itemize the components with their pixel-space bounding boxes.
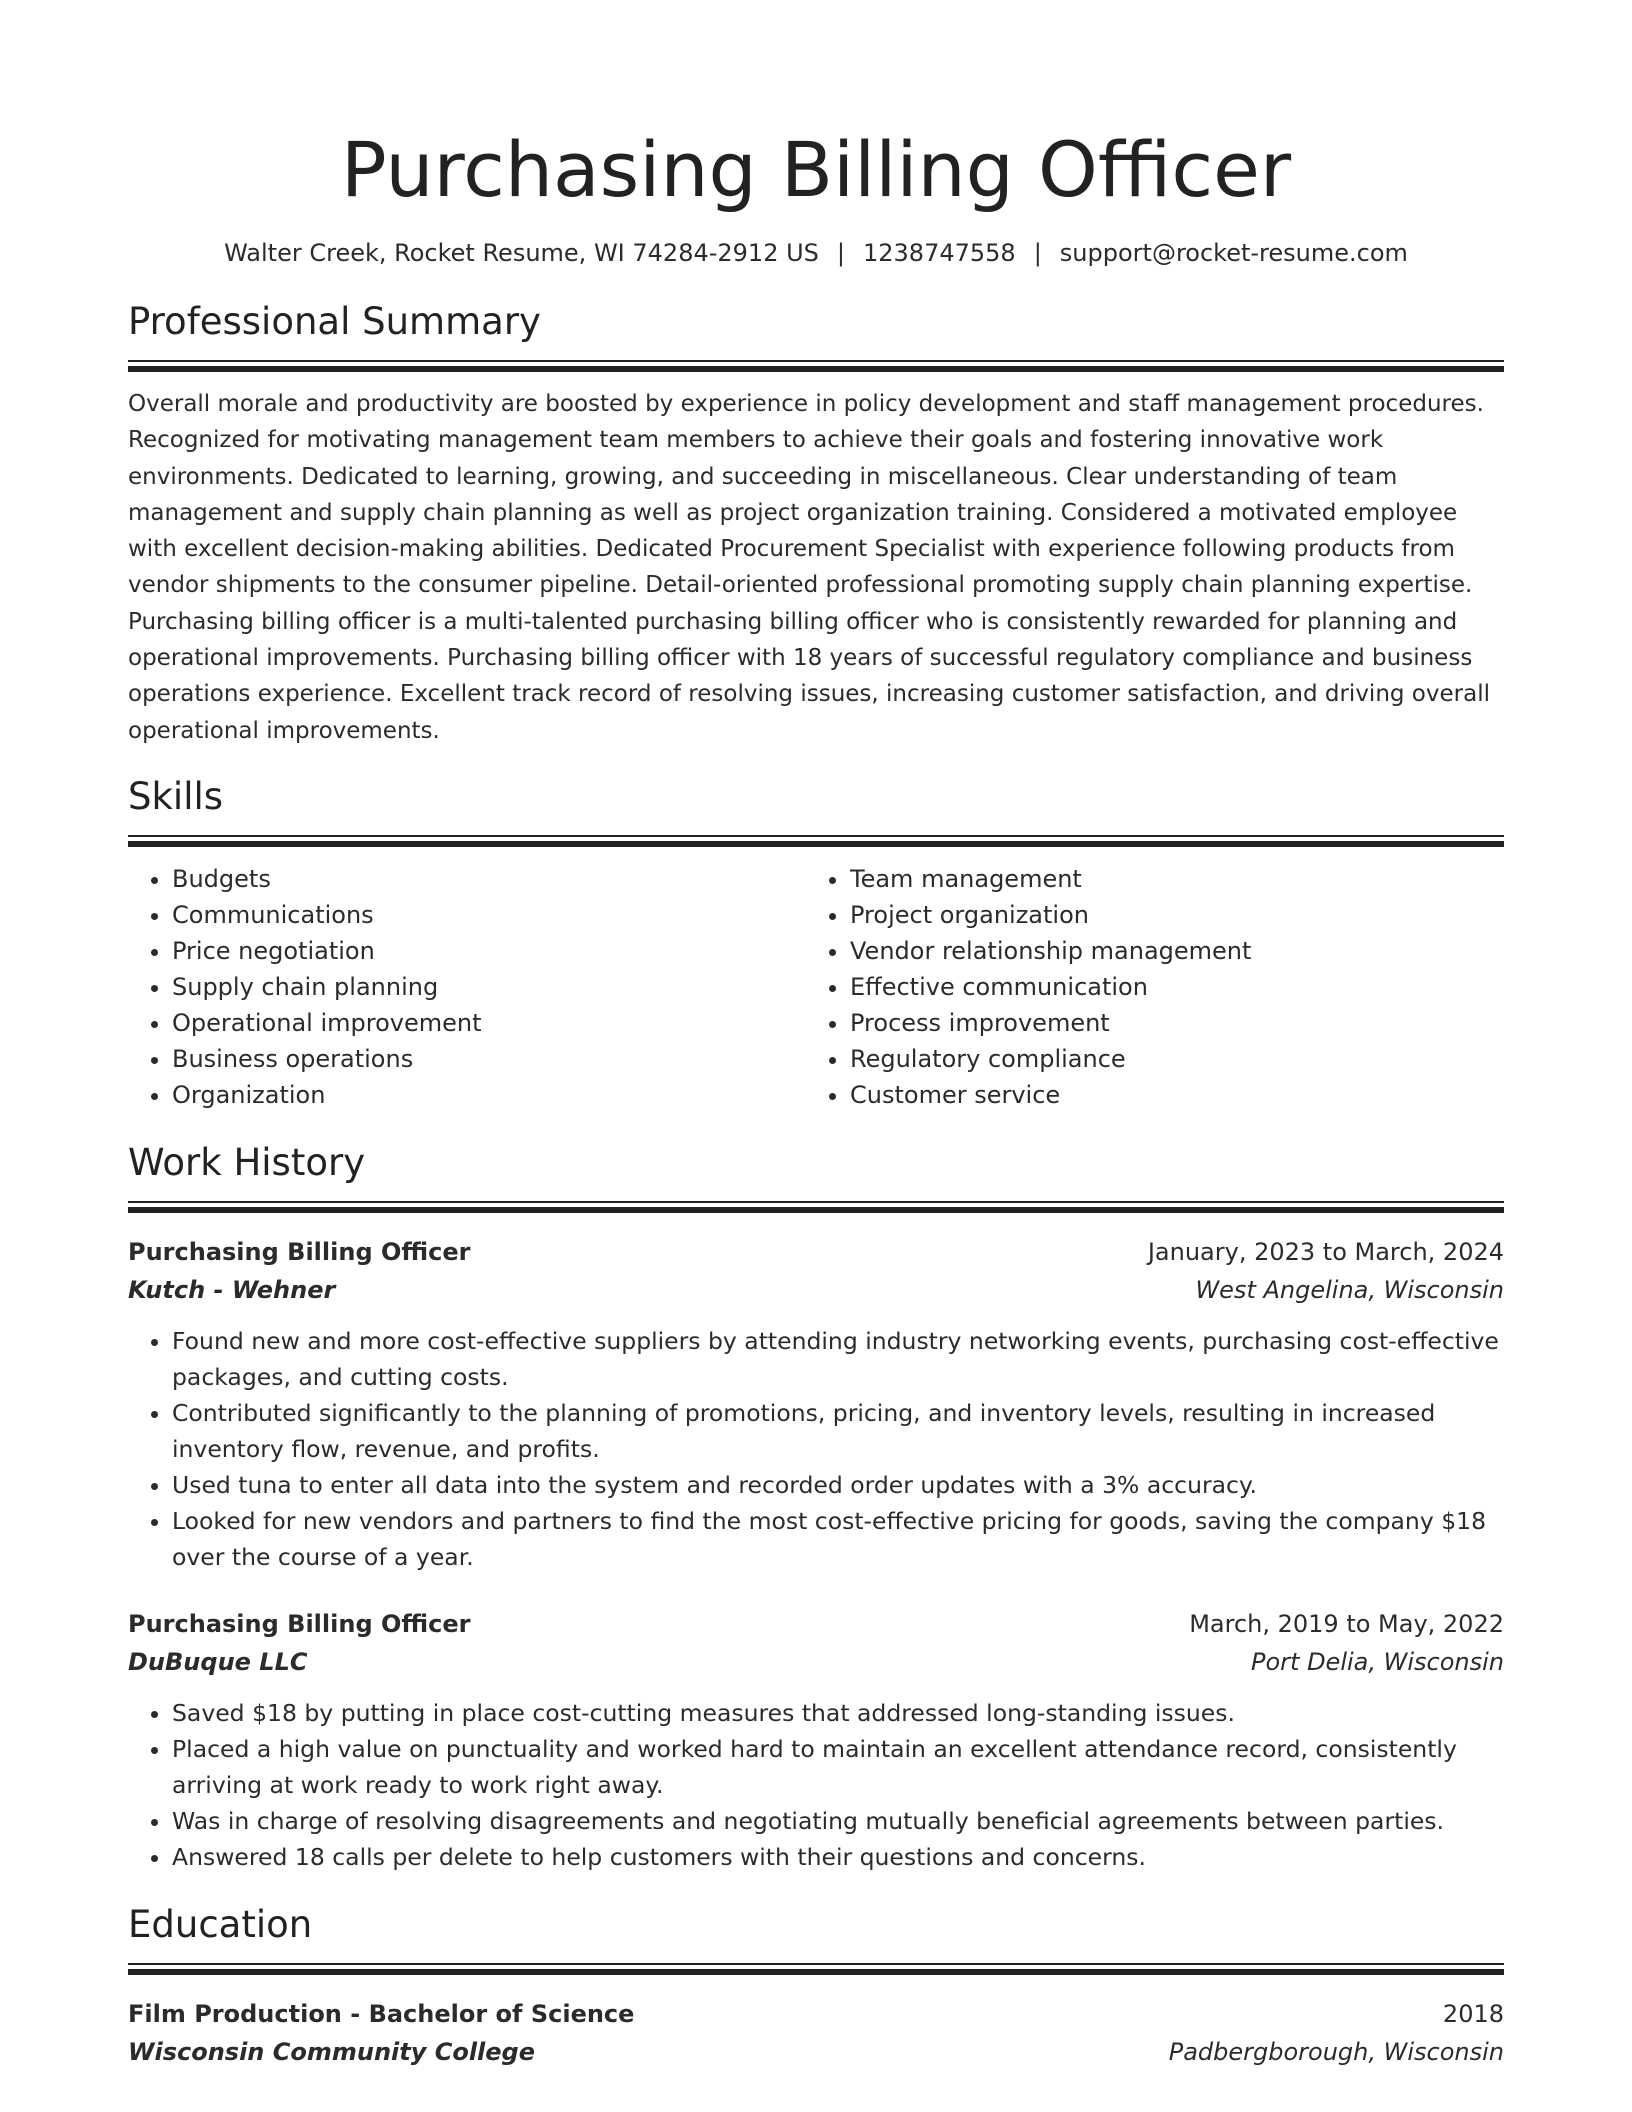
job-bullet: • Answered 18 calls per delete to help customers with their questions and concerns.: [172, 1839, 1504, 1875]
skill-item: • Operational improvement: [172, 1005, 806, 1041]
contact-separator: |: [836, 239, 845, 267]
skill-item: • Customer service: [850, 1077, 1484, 1113]
education-heading: Education: [128, 1902, 313, 1946]
job-entry: [128, 1233, 1504, 1575]
summary-text: Overall morale and productivity are boosted by experience in policy development and staff management procedures. Recognized for motivating management team members to achieve their goals and fostering innovative work environments. Dedicated to learning, growing, and succeeding in miscellaneous. Clear understanding of team management and supply chain planning as well as project organization training. Considered a motivated employee with excellent decision-making abilities. Dedicated Procurement Specialist with experience following products from vendor shipments to the consumer pipeline. Detail-oriented professional promoting supply chain planning expertise. Purchasing billing officer is a multi-talented purchasing billing officer who is consistently rewarded for planning and operational improvements. Purchasing billing officer with 18 years of successful regulatory compliance and business operations experience. Excellent track record of resolving issues, increasing customer satisfaction, and driving overall operational improvements.: [128, 391, 1490, 744]
education-section: [128, 1903, 1504, 2071]
contact-line: [128, 236, 1504, 270]
skills-columns: [128, 861, 1504, 1113]
skill-item: • Regulatory compliance: [850, 1041, 1484, 1077]
job-title: Purchasing Billing Officer: [128, 1609, 471, 1638]
contact-address: Walter Creek, Rocket Resume, WI 74284-2912 US: [224, 239, 819, 267]
job-bullets: [128, 1323, 1504, 1575]
skills-heading: Skills: [128, 774, 224, 818]
skills-list-left: [128, 861, 806, 1113]
job-location: West Angelina, Wisconsin: [1195, 1275, 1504, 1304]
job-entry: [128, 1605, 1504, 1875]
contact-email: support@rocket-resume.com: [1059, 239, 1408, 267]
summary-heading: Professional Summary: [128, 300, 541, 343]
skill-item: • Supply chain planning: [172, 969, 806, 1005]
skill-item: • Vendor relationship management: [850, 933, 1484, 969]
skill-item: • Team management: [850, 861, 1484, 897]
skills-section: [128, 775, 1504, 1113]
section-divider: [128, 1201, 1504, 1213]
skill-item: • Project organization: [850, 897, 1484, 933]
job-company: DuBuque LLC: [128, 1647, 308, 1676]
job-location: Port Delia, Wisconsin: [1251, 1647, 1504, 1676]
job-bullet: • Placed a high value on punctuality and worked hard to maintain an excellent attendance record, consistently arriving at work ready to work right away.: [172, 1731, 1504, 1803]
job-bullet: • Looked for new vendors and partners to find the most cost-effective pricing for goods, saving the company $18 over the course of a year.: [172, 1503, 1504, 1575]
section-divider: [128, 1963, 1504, 1975]
skill-item: • Business operations: [172, 1041, 806, 1077]
job-bullet: • Saved $18 by putting in place cost-cutting measures that addressed long-standing issues.: [172, 1695, 1504, 1731]
contact-phone: 1238747558: [863, 239, 1016, 267]
job-bullets: [128, 1695, 1504, 1875]
job-dates: March, 2019 to May, 2022: [1189, 1609, 1504, 1638]
skills-list-right: [806, 861, 1484, 1113]
education-entry: [128, 1995, 1504, 2071]
skill-item: • Budgets: [172, 861, 806, 897]
skill-item: • Organization: [172, 1077, 806, 1113]
job-bullet: • Found new and more cost-effective suppliers by attending industry networking events, purchasing cost-effective packages, and cutting costs.: [172, 1323, 1504, 1395]
work-history-heading: Work History: [128, 1140, 366, 1184]
section-divider: [128, 835, 1504, 847]
job-bullet: • Used tuna to enter all data into the system and recorded order updates with a 3% accuracy.: [172, 1467, 1504, 1503]
contact-separator: |: [1033, 239, 1042, 267]
education-location: Padbergborough, Wisconsin: [1168, 2037, 1504, 2066]
skill-item: • Price negotiation: [172, 933, 806, 969]
summary-section: [128, 300, 1504, 749]
section-divider: [128, 360, 1504, 372]
job-company: Kutch - Wehner: [128, 1275, 336, 1304]
skill-item: • Process improvement: [850, 1005, 1484, 1041]
skill-item: • Communications: [172, 897, 806, 933]
job-bullet: • Contributed significantly to the planning of promotions, pricing, and inventory levels, resulting in increased inventory flow, revenue, and profits.: [172, 1395, 1504, 1467]
skill-item: • Effective communication: [850, 969, 1484, 1005]
work-history-section: [128, 1141, 1504, 1875]
job-dates: January, 2023 to March, 2024: [1147, 1237, 1504, 1266]
education-school: Wisconsin Community College: [128, 2037, 536, 2066]
job-bullet: • Was in charge of resolving disagreements and negotiating mutually beneficial agreements between parties.: [172, 1803, 1504, 1839]
education-degree: Film Production - Bachelor of Science: [128, 1999, 635, 2028]
education-year: 2018: [1442, 1999, 1504, 2028]
resume-page: [128, 0, 1504, 2071]
job-title: Purchasing Billing Officer: [128, 1237, 471, 1266]
resume-name: Purchasing Billing Officer: [340, 125, 1292, 214]
